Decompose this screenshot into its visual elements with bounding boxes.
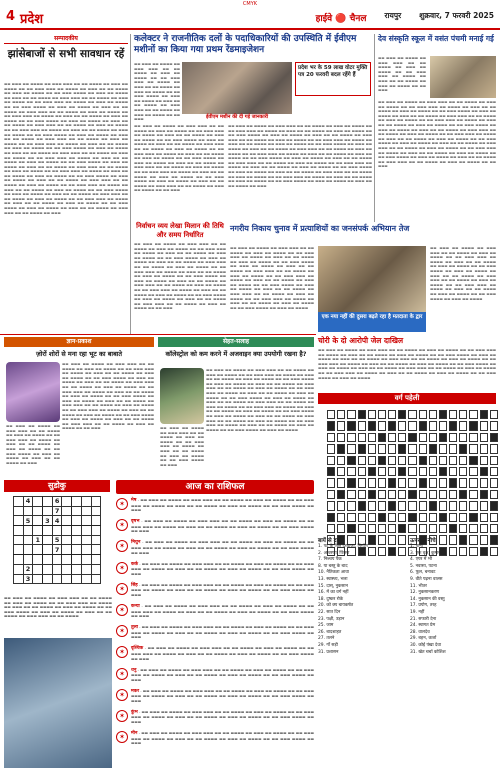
clue-item: 8. या बस्तु के बाद: [318, 563, 348, 569]
sudoku-cell: [14, 545, 24, 555]
sudoku-cell: [43, 564, 53, 574]
sudoku-cell: [62, 506, 72, 516]
rashi-item: [116, 562, 314, 580]
rashi-text: तुला - ▬▬ ▬▬▬ ▬▬ ▬▬▬▬ ▬▬ ▬▬▬ ▬▬▬ ▬▬ ▬▬ ▬▬▬▬ ▬▬ ▬▬▬ ▬▬ ▬▬▬▬ ▬▬ ▬▬ ▬▬▬ ▬▬▬ ▬▬ ▬▬▬▬ ▬▬ ▬▬▬ ▬▬ ▬▬ ▬▬▬▬ ▬▬ ▬▬▬ ▬▬ ▬▬▬▬ ▬▬ ▬▬ ▬▬▬ ▬▬▬▬ ▬▬ ▬▬▬: [131, 625, 314, 640]
lead-body-2: ▬▬ ▬▬▬ ▬▬ ▬▬▬▬ ▬▬ ▬▬▬ ▬▬▬ ▬▬ ▬▬ ▬▬▬▬ ▬▬ ▬▬▬ ▬▬ ▬▬▬▬ ▬▬ ▬▬ ▬▬▬ ▬▬▬ ▬▬ ▬▬▬▬ ▬▬ ▬▬▬ ▬▬ ▬▬ ▬▬▬▬ ▬▬ ▬▬▬ ▬▬ ▬▬▬▬ ▬▬ ▬▬ ▬▬▬ ▬▬▬▬ ▬▬ ▬▬▬ ▬▬ ▬▬▬▬ ▬▬ ▬▬▬ ▬▬ ▬▬ ▬▬▬▬ ▬▬ ▬▬▬ ▬▬▬ ▬▬ ▬▬ ▬▬▬▬ ▬▬ ▬▬▬ ▬▬ ▬▬▬▬ ▬▬ ▬▬ ▬▬▬ ▬▬▬ ▬▬ ▬▬▬▬ ▬▬ ▬▬▬ ▬▬ ▬▬ ▬▬▬▬ ▬▬ ▬▬▬ ▬▬ ▬▬▬▬ ▬▬ ▬▬ ▬▬▬ ▬▬▬▬ ▬▬ ▬▬▬ ▬▬ ▬▬▬▬ ▬▬ ▬▬▬ ▬▬ ▬▬ ▬▬▬▬ ▬▬ ▬▬▬ ▬▬▬ ▬▬ ▬▬ ▬▬▬▬ ▬▬ ▬▬▬ ▬▬ ▬▬▬▬ ▬▬ ▬▬ ▬▬▬ ▬▬▬ ▬▬ ▬▬▬▬ ▬▬ ▬▬▬ ▬▬ ▬▬ ▬▬▬▬ ▬▬ ▬▬▬ ▬▬ ▬▬▬▬ ▬▬ ▬▬ ▬▬▬ ▬▬▬▬ ▬▬ ▬▬▬ ▬▬ ▬▬▬▬ ▬▬ ▬▬▬ ▬▬ ▬▬ ▬▬▬▬ ▬▬ ▬▬▬ ▬▬▬ ▬▬ ▬▬ ▬▬▬▬ ▬▬ ▬▬▬ ▬▬ ▬▬▬▬ ▬▬ ▬▬ ▬▬▬: [134, 124, 224, 193]
masthead-city: रायपुर: [384, 11, 402, 20]
sudoku-cell: [23, 526, 33, 536]
health-body-1: ▬▬ ▬▬▬ ▬▬ ▬▬▬▬ ▬▬ ▬▬▬ ▬▬▬ ▬▬ ▬▬ ▬▬▬▬ ▬▬ ▬▬▬ ▬▬ ▬▬▬▬ ▬▬ ▬▬ ▬▬▬ ▬▬▬ ▬▬ ▬▬▬▬ ▬▬ ▬▬▬ ▬▬ ▬▬ ▬▬▬▬ ▬▬ ▬▬▬ ▬▬ ▬▬▬▬ ▬▬ ▬▬ ▬▬▬ ▬▬▬▬ ▬▬ ▬▬▬ ▬▬ ▬▬▬▬ ▬▬ ▬▬▬ ▬▬ ▬▬ ▬▬▬▬ ▬▬ ▬▬▬ ▬▬▬ ▬▬ ▬▬ ▬▬▬▬ ▬▬ ▬▬▬ ▬▬ ▬▬▬▬ ▬▬ ▬▬ ▬▬▬ ▬▬▬ ▬▬ ▬▬▬▬ ▬▬ ▬▬▬ ▬▬ ▬▬ ▬▬▬▬ ▬▬ ▬▬▬ ▬▬ ▬▬▬▬ ▬▬ ▬▬ ▬▬▬ ▬▬▬▬ ▬▬ ▬▬▬ ▬▬ ▬▬▬▬ ▬▬ ▬▬▬ ▬▬ ▬▬ ▬▬▬▬ ▬▬ ▬▬▬ ▬▬▬ ▬▬ ▬▬ ▬▬▬▬ ▬▬ ▬▬▬ ▬▬ ▬▬▬▬ ▬▬ ▬▬ ▬▬▬ ▬▬▬ ▬▬ ▬▬▬▬ ▬▬ ▬▬▬ ▬▬ ▬▬ ▬▬▬▬ ▬▬ ▬▬▬ ▬▬ ▬▬▬▬ ▬▬ ▬▬ ▬▬▬ ▬▬▬▬ ▬▬ ▬▬▬ ▬▬ ▬▬▬▬ ▬▬ ▬▬▬ ▬▬ ▬▬ ▬▬▬▬ ▬▬ ▬▬▬ ▬▬▬ ▬▬ ▬▬ ▬▬▬▬ ▬▬ ▬▬▬ ▬▬ ▬▬▬▬ ▬▬ ▬▬ ▬▬▬ ▬▬▬ ▬▬ ▬▬▬▬ ▬▬ ▬▬▬ ▬▬ ▬▬ ▬▬▬▬ ▬▬ ▬▬▬ ▬▬ ▬▬▬▬ ▬▬ ▬▬ ▬▬▬ ▬▬▬▬ ▬▬ ▬▬▬ ▬▬ ▬▬▬▬: [206, 368, 314, 432]
rashi-sign-name: मिथुन: [131, 540, 141, 546]
sudoku-cell: [23, 506, 33, 516]
sudoku-cell: [14, 526, 24, 536]
sudoku-cell: [62, 564, 72, 574]
rashi-sign-name: वृश्चिक: [131, 646, 144, 652]
editorial-body: ▬▬ ▬▬▬ ▬▬ ▬▬▬▬ ▬▬ ▬▬▬ ▬▬▬ ▬▬ ▬▬ ▬▬▬▬ ▬▬ ▬▬▬ ▬▬ ▬▬▬▬ ▬▬ ▬▬ ▬▬▬ ▬▬▬ ▬▬ ▬▬▬▬ ▬▬ ▬▬▬ ▬▬ ▬▬ ▬▬▬▬ ▬▬ ▬▬▬ ▬▬ ▬▬▬▬ ▬▬ ▬▬ ▬▬▬ ▬▬▬▬ ▬▬ ▬▬▬ ▬▬ ▬▬▬▬ ▬▬ ▬▬▬ ▬▬ ▬▬ ▬▬▬▬ ▬▬ ▬▬▬ ▬▬▬ ▬▬ ▬▬ ▬▬▬▬ ▬▬ ▬▬▬ ▬▬ ▬▬▬▬ ▬▬ ▬▬ ▬▬▬ ▬▬▬ ▬▬ ▬▬▬▬ ▬▬ ▬▬▬ ▬▬ ▬▬▬▬ ▬▬ ▬▬ ▬▬▬ ▬▬▬▬ ▬▬ ▬▬▬ ▬▬ ▬▬▬▬ ▬▬ ▬▬▬ ▬▬ ▬▬ ▬▬▬▬ ▬▬ ▬▬▬ ▬▬▬ ▬▬ ▬▬ ▬▬▬▬ ▬▬ ▬▬▬ ▬▬ ▬▬▬▬ ▬▬ ▬▬ ▬▬▬ ▬▬▬ ▬▬ ▬▬▬▬ ▬▬ ▬▬▬ ▬▬ ▬▬ ▬▬▬▬ ▬▬ ▬▬▬ ▬▬ ▬▬▬▬ ▬▬ ▬▬ ▬▬▬ ▬▬▬▬ ▬▬ ▬▬▬ ▬▬ ▬▬▬▬ ▬▬ ▬▬▬ ▬▬ ▬▬ ▬▬▬▬ ▬▬ ▬▬▬ ▬▬▬ ▬▬ ▬▬ ▬▬▬▬ ▬▬ ▬▬▬ ▬▬ ▬▬▬▬ ▬▬ ▬▬ ▬▬▬ ▬▬▬ ▬▬ ▬▬▬▬ ▬▬ ▬▬▬ ▬▬ ▬▬ ▬▬▬▬ ▬▬ ▬▬▬ ▬▬ ▬▬▬▬ ▬▬ ▬▬ ▬▬▬ ▬▬▬▬ ▬▬ ▬▬▬ ▬▬ ▬▬▬▬ ▬▬ ▬▬▬ ▬▬ ▬▬ ▬▬▬▬ ▬▬ ▬▬▬ ▬▬▬ ▬▬ ▬▬ ▬▬▬▬ ▬▬ ▬▬▬ ▬▬ ▬▬▬▬ ▬▬ ▬▬ ▬▬▬ ▬▬▬ ▬▬ ▬▬▬▬ ▬▬ ▬▬▬ ▬▬ ▬▬ ▬▬▬▬ ▬▬ ▬▬▬ ▬▬ ▬▬▬▬ ▬▬ ▬▬ ▬▬▬ ▬▬▬▬ ▬▬ ▬▬▬ ▬▬ ▬▬▬▬ ▬▬ ▬▬▬ ▬▬ ▬▬ ▬▬▬▬ ▬▬ ▬▬▬ ▬▬▬ ▬▬ ▬▬ ▬▬▬▬ ▬▬ ▬▬▬ ▬▬ ▬▬▬▬ ▬▬ ▬▬ ▬▬▬ ▬▬▬ ▬▬ ▬▬▬▬ ▬▬ ▬▬▬ ▬▬ ▬▬ ▬▬▬▬ ▬▬ ▬▬▬ ▬▬ ▬▬▬▬ ▬▬ ▬▬ ▬▬▬ ▬▬▬▬ ▬▬ ▬▬▬ ▬▬ ▬▬▬▬ ▬▬ ▬▬▬ ▬▬ ▬▬ ▬▬▬▬ ▬▬ ▬▬▬ ▬▬▬ ▬▬ ▬▬ ▬▬▬▬ ▬▬ ▬▬▬ ▬▬ ▬▬▬▬ ▬▬ ▬▬ ▬▬▬ ▬▬▬ ▬▬ ▬▬▬▬ ▬▬ ▬▬▬ ▬▬ ▬▬ ▬▬▬▬ ▬▬ ▬▬▬ ▬▬ ▬▬▬▬ ▬▬ ▬▬ ▬▬▬ ▬▬▬▬ ▬▬ ▬▬▬ ▬▬ ▬▬▬▬ ▬▬ ▬▬▬ ▬▬ ▬▬ ▬▬▬▬ ▬▬ ▬▬▬ ▬▬▬ ▬▬ ▬▬ ▬▬▬▬ ▬▬ ▬▬▬ ▬▬ ▬▬▬▬ ▬▬ ▬▬ ▬▬▬ ▬▬▬ ▬▬ ▬▬▬▬ ▬▬ ▬▬▬ ▬▬ ▬▬ ▬▬▬▬ ▬▬ ▬▬▬ ▬▬ ▬▬▬▬ ▬▬ ▬▬ ▬▬▬ ▬▬▬▬ ▬▬ ▬▬▬ ▬▬ ▬▬▬▬ ▬▬ ▬▬▬ ▬▬ ▬▬ ▬▬▬▬ ▬▬ ▬▬▬ ▬▬▬ ▬▬ ▬▬ ▬▬▬▬ ▬▬ ▬▬▬ ▬▬ ▬▬▬▬ ▬▬ ▬▬ ▬▬▬ ▬▬▬ ▬▬ ▬▬▬▬ ▬▬ ▬▬▬ ▬▬ ▬▬ ▬▬▬▬ ▬▬ ▬▬▬ ▬▬ ▬▬▬▬ ▬▬ ▬▬ ▬▬▬ ▬▬▬▬ ▬▬ ▬▬▬ ▬▬ ▬▬▬▬ ▬▬ ▬▬▬ ▬▬ ▬▬ ▬▬▬▬ ▬▬ ▬▬▬ ▬▬▬ ▬▬ ▬▬ ▬▬▬▬ ▬▬ ▬▬▬: [4, 82, 128, 215]
across-clues: [318, 544, 406, 656]
sudoku-cell: [33, 545, 43, 555]
school-photo: [430, 56, 496, 98]
clue-item: 11. भीतर: [410, 583, 427, 589]
lead-photo: [182, 62, 292, 120]
clue-item: 3. एक वृक्ष, कुमार: [410, 550, 441, 556]
newspaper-brand: हाईवे 🔴 चैनल: [315, 14, 367, 24]
sudoku-cell: [91, 526, 101, 536]
zodiac-icon: ✶: [116, 625, 128, 637]
sudoku-cell: [62, 574, 72, 584]
sudoku-instructions: ▬▬ ▬▬▬ ▬▬ ▬▬▬▬ ▬▬ ▬▬▬ ▬▬▬ ▬▬ ▬▬ ▬▬▬▬ ▬▬ ▬▬▬ ▬▬ ▬▬▬▬ ▬▬ ▬▬ ▬▬▬ ▬▬▬ ▬▬ ▬▬▬▬ ▬▬ ▬▬▬ ▬▬ ▬▬ ▬▬▬▬ ▬▬ ▬▬▬ ▬▬ ▬▬▬▬ ▬▬ ▬▬ ▬▬▬ ▬▬▬▬ ▬▬ ▬▬▬ ▬▬ ▬▬▬▬ ▬▬ ▬▬▬ ▬▬ ▬▬ ▬▬▬▬ ▬▬ ▬▬▬ ▬▬▬ ▬▬ ▬▬ ▬▬▬▬: [4, 596, 112, 619]
editorial-label: सम्पादकीय: [54, 35, 78, 42]
school-headline: देव संस्कृति स्कूल में वसंत पंचमी मनाई गई: [378, 34, 494, 43]
rashi-sign-name: कर्क: [131, 561, 139, 567]
zodiac-icon: ✶: [116, 498, 128, 510]
rashi-text: मीन - ▬▬ ▬▬▬ ▬▬ ▬▬▬▬ ▬▬ ▬▬▬ ▬▬▬ ▬▬ ▬▬ ▬▬▬▬ ▬▬ ▬▬▬ ▬▬ ▬▬▬▬ ▬▬ ▬▬ ▬▬▬ ▬▬▬ ▬▬ ▬▬▬▬ ▬▬ ▬▬▬ ▬▬ ▬▬ ▬▬▬▬ ▬▬ ▬▬▬ ▬▬ ▬▬▬▬ ▬▬ ▬▬ ▬▬▬ ▬▬▬▬ ▬▬ ▬▬▬: [131, 731, 314, 746]
clue-item: 15. दास्, नुकसान: [318, 583, 348, 589]
clue-item: 9. वीते पढ़ना वालस: [410, 576, 443, 582]
clue-item: 29. बहन, कर्जा: [410, 636, 437, 642]
sudoku-cell: [91, 497, 101, 507]
zodiac-icon: ✶: [116, 562, 128, 574]
sudoku-cell: [81, 545, 91, 555]
rashi-item: [116, 668, 314, 686]
sudoku-cell: 3: [23, 574, 33, 584]
rashi-sign-name: मकर: [131, 688, 140, 694]
school-body-1: ▬▬ ▬▬▬ ▬▬ ▬▬▬▬ ▬▬ ▬▬▬ ▬▬▬ ▬▬ ▬▬ ▬▬▬▬ ▬▬ ▬▬▬ ▬▬ ▬▬▬▬ ▬▬ ▬▬ ▬▬▬ ▬▬▬ ▬▬ ▬▬▬▬ ▬▬ ▬▬▬ ▬▬ ▬▬ ▬▬▬▬ ▬▬ ▬▬▬ ▬▬ ▬▬▬▬ ▬▬ ▬▬ ▬▬▬: [378, 56, 426, 93]
sudoku-cell: [62, 545, 72, 555]
clue-item: 5. नवासा, पटना: [410, 563, 437, 569]
sudoku-cell: [43, 526, 53, 536]
astro-body-2: ▬▬ ▬▬▬ ▬▬ ▬▬▬▬ ▬▬ ▬▬▬ ▬▬▬ ▬▬ ▬▬ ▬▬▬▬ ▬▬ ▬▬▬ ▬▬ ▬▬▬▬ ▬▬ ▬▬ ▬▬▬ ▬▬▬ ▬▬ ▬▬▬▬ ▬▬ ▬▬▬ ▬▬ ▬▬ ▬▬▬▬ ▬▬ ▬▬▬ ▬▬ ▬▬▬▬ ▬▬ ▬▬ ▬▬▬ ▬▬▬▬ ▬▬ ▬▬▬ ▬▬ ▬▬▬▬ ▬▬ ▬▬▬ ▬▬ ▬▬ ▬▬▬▬ ▬▬ ▬▬▬: [6, 424, 60, 465]
sudoku-cell: [43, 506, 53, 516]
sudoku-cell: [72, 574, 82, 584]
clue-item: 1. पानी: [410, 544, 423, 549]
rashi-item: [116, 710, 314, 728]
sudoku-cell: 7: [52, 506, 62, 516]
rashi-sign-name: कुंभ: [131, 709, 138, 715]
sudoku-cell: [14, 564, 24, 574]
across-title: बायें से दायें: [318, 538, 342, 544]
school-body-2: ▬▬ ▬▬▬ ▬▬ ▬▬▬▬ ▬▬ ▬▬▬ ▬▬▬ ▬▬ ▬▬ ▬▬▬▬ ▬▬ ▬▬▬ ▬▬ ▬▬▬▬ ▬▬ ▬▬ ▬▬▬ ▬▬▬ ▬▬ ▬▬▬▬ ▬▬ ▬▬▬ ▬▬ ▬▬ ▬▬▬▬ ▬▬ ▬▬▬ ▬▬ ▬▬▬▬ ▬▬ ▬▬ ▬▬▬ ▬▬▬▬ ▬▬ ▬▬▬ ▬▬ ▬▬▬▬ ▬▬ ▬▬▬ ▬▬ ▬▬ ▬▬▬▬ ▬▬ ▬▬▬ ▬▬▬ ▬▬ ▬▬ ▬▬▬▬ ▬▬ ▬▬▬ ▬▬ ▬▬▬▬ ▬▬ ▬▬ ▬▬▬ ▬▬▬ ▬▬ ▬▬▬▬ ▬▬ ▬▬▬ ▬▬ ▬▬ ▬▬▬▬ ▬▬ ▬▬▬ ▬▬ ▬▬▬▬ ▬▬ ▬▬ ▬▬▬ ▬▬▬▬ ▬▬ ▬▬▬ ▬▬ ▬▬▬▬ ▬▬ ▬▬▬ ▬▬ ▬▬ ▬▬▬▬ ▬▬ ▬▬▬ ▬▬▬ ▬▬ ▬▬ ▬▬▬▬ ▬▬ ▬▬▬ ▬▬ ▬▬▬▬ ▬▬ ▬▬ ▬▬▬ ▬▬▬ ▬▬ ▬▬▬▬ ▬▬ ▬▬▬ ▬▬ ▬▬ ▬▬▬▬ ▬▬ ▬▬▬ ▬▬ ▬▬▬▬ ▬▬ ▬▬ ▬▬▬ ▬▬▬▬ ▬▬ ▬▬▬ ▬▬ ▬▬▬▬ ▬▬ ▬▬▬ ▬▬ ▬▬ ▬▬▬▬ ▬▬ ▬▬▬ ▬▬▬ ▬▬ ▬▬ ▬▬▬▬ ▬▬ ▬▬▬ ▬▬ ▬▬▬▬ ▬▬ ▬▬ ▬▬▬ ▬▬▬ ▬▬ ▬▬▬▬ ▬▬ ▬▬▬ ▬▬ ▬▬ ▬▬▬▬ ▬▬ ▬▬▬ ▬▬ ▬▬▬▬ ▬▬ ▬▬ ▬▬▬ ▬▬▬▬ ▬▬ ▬▬▬ ▬▬ ▬▬▬▬ ▬▬ ▬▬▬ ▬▬ ▬▬ ▬▬▬▬ ▬▬ ▬▬▬ ▬▬▬ ▬▬ ▬▬ ▬▬▬▬ ▬▬ ▬▬▬ ▬▬ ▬▬▬▬ ▬▬ ▬▬ ▬▬▬: [378, 100, 496, 169]
clue-item: 7. निश्चय पैक: [318, 557, 342, 563]
sudoku-cell: 7: [52, 545, 62, 555]
mid-rule: [0, 334, 316, 335]
sudoku-cell: [14, 574, 24, 584]
sudoku-cell: [81, 516, 91, 526]
sudoku-cell: [52, 526, 62, 536]
page-number: 4: [6, 9, 16, 24]
lead-sidebox: प्रदेश भर के 59 लाख वोटर मुक्ति पत्र 20 फरवरी बदल रहेंगे हैं: [295, 62, 371, 96]
rashi-sign-name: मीन: [131, 731, 138, 737]
rashi-sign-name: तुला: [131, 625, 138, 631]
astro-photo: [6, 362, 60, 422]
rashifal-title: आज का राशिफल: [116, 480, 314, 494]
rashi-text: कुंभ - ▬▬ ▬▬▬ ▬▬ ▬▬▬▬ ▬▬ ▬▬▬ ▬▬▬ ▬▬ ▬▬ ▬▬▬▬ ▬▬ ▬▬▬ ▬▬ ▬▬▬▬ ▬▬ ▬▬ ▬▬▬ ▬▬▬ ▬▬ ▬▬▬▬ ▬▬ ▬▬▬ ▬▬ ▬▬ ▬▬▬▬ ▬▬ ▬▬▬ ▬▬ ▬▬▬▬ ▬▬ ▬▬ ▬▬▬ ▬▬▬▬ ▬▬ ▬▬▬: [131, 709, 314, 725]
top-color-bar: CMYK: [242, 1, 258, 7]
sudoku-cell: [72, 506, 82, 516]
sudoku-grid: [13, 496, 101, 584]
sudoku-cell: [14, 506, 24, 516]
sudoku-cell: [81, 526, 91, 536]
health-photo: [160, 368, 204, 424]
sudoku-cell: [23, 535, 33, 545]
rashi-item: [116, 625, 314, 643]
sudoku-cell: [91, 535, 101, 545]
mid-body: ▬▬ ▬▬▬ ▬▬ ▬▬▬▬ ▬▬ ▬▬▬ ▬▬▬ ▬▬ ▬▬ ▬▬▬▬ ▬▬ ▬▬▬ ▬▬ ▬▬▬▬ ▬▬ ▬▬ ▬▬▬ ▬▬▬ ▬▬ ▬▬▬▬ ▬▬ ▬▬▬ ▬▬ ▬▬ ▬▬▬▬ ▬▬ ▬▬▬ ▬▬ ▬▬▬▬ ▬▬ ▬▬ ▬▬▬ ▬▬▬▬ ▬▬ ▬▬▬ ▬▬ ▬▬▬▬ ▬▬ ▬▬▬ ▬▬ ▬▬ ▬▬▬▬ ▬▬ ▬▬▬ ▬▬▬ ▬▬ ▬▬ ▬▬▬▬ ▬▬ ▬▬▬ ▬▬ ▬▬▬▬ ▬▬ ▬▬ ▬▬▬ ▬▬▬ ▬▬ ▬▬▬▬ ▬▬ ▬▬▬ ▬▬ ▬▬ ▬▬▬▬ ▬▬ ▬▬▬ ▬▬ ▬▬▬▬ ▬▬ ▬▬ ▬▬▬ ▬▬▬▬ ▬▬ ▬▬▬ ▬▬ ▬▬▬▬ ▬▬ ▬▬▬ ▬▬ ▬▬ ▬▬▬▬ ▬▬ ▬▬▬ ▬▬▬ ▬▬ ▬▬ ▬▬▬▬ ▬▬ ▬▬▬ ▬▬ ▬▬▬▬ ▬▬ ▬▬ ▬▬▬ ▬▬▬ ▬▬ ▬▬▬▬ ▬▬ ▬▬▬ ▬▬ ▬▬ ▬▬▬▬ ▬▬ ▬▬▬ ▬▬ ▬▬▬▬ ▬▬ ▬▬ ▬▬▬ ▬▬▬▬ ▬▬ ▬▬▬ ▬▬ ▬▬▬▬ ▬▬ ▬▬▬ ▬▬ ▬▬ ▬▬▬▬ ▬▬ ▬▬▬ ▬▬▬ ▬▬ ▬▬ ▬▬▬▬ ▬▬ ▬▬▬ ▬▬ ▬▬▬▬ ▬▬ ▬▬ ▬▬▬: [134, 242, 226, 311]
nagar-photo: [318, 246, 426, 316]
clue-item: 25. जाम: [318, 623, 334, 629]
sudoku-cell: [14, 497, 24, 507]
lead-photo-caption: ईवीएम मशीन की दी गई जानकारी: [182, 114, 292, 122]
sudoku-cell: [62, 555, 72, 565]
sudoku-cell: [33, 516, 43, 526]
zodiac-icon: ✶: [116, 604, 128, 616]
rashi-item: [116, 604, 314, 622]
sudoku-cell: 4: [23, 497, 33, 507]
down-title: ऊपर से नीचे: [410, 538, 436, 544]
zodiac-icon: ✶: [116, 731, 128, 743]
sudoku-cell: [43, 555, 53, 565]
sudoku-cell: [33, 497, 43, 507]
clue-item: 22. सात दिन: [318, 609, 341, 615]
sudoku-cell: [91, 574, 101, 584]
sudoku-cell: [43, 574, 53, 584]
rashi-text: धनु - ▬▬ ▬▬▬ ▬▬ ▬▬▬▬ ▬▬ ▬▬▬ ▬▬▬ ▬▬ ▬▬ ▬▬▬▬ ▬▬ ▬▬▬ ▬▬ ▬▬▬▬ ▬▬ ▬▬ ▬▬▬ ▬▬▬ ▬▬ ▬▬▬▬ ▬▬ ▬▬▬ ▬▬ ▬▬ ▬▬▬▬ ▬▬ ▬▬▬ ▬▬ ▬▬▬▬ ▬▬ ▬▬ ▬▬▬ ▬▬▬▬ ▬▬ ▬▬▬: [131, 667, 314, 682]
clue-item: 31. खेत चर्चा कोशिश: [410, 649, 446, 655]
astro-title: ज़ोरों शोरों से मना रहा भूट का बाबाते: [35, 350, 123, 358]
editorial-title: झांसेबाजों से सभी सावधान रहें: [7, 48, 125, 60]
sudoku-cell: [33, 506, 43, 516]
clue-item: 27. तलने: [318, 636, 335, 642]
sudoku-ad-photo: [4, 638, 112, 768]
sudoku-cell: [81, 564, 91, 574]
sudoku-cell: [91, 516, 101, 526]
clue-item: 21. सफारी देना: [410, 616, 437, 622]
sudoku-cell: [33, 564, 43, 574]
sudoku-cell: 1: [33, 535, 43, 545]
sudoku-cell: 5: [52, 535, 62, 545]
health-body-2: ▬▬ ▬▬▬ ▬▬ ▬▬▬▬ ▬▬ ▬▬▬ ▬▬▬ ▬▬ ▬▬ ▬▬▬▬ ▬▬ ▬▬▬ ▬▬ ▬▬▬▬ ▬▬ ▬▬ ▬▬▬ ▬▬▬ ▬▬ ▬▬▬▬ ▬▬ ▬▬▬ ▬▬ ▬▬ ▬▬▬▬ ▬▬ ▬▬▬ ▬▬ ▬▬▬▬ ▬▬ ▬▬ ▬▬▬ ▬▬▬▬ ▬▬ ▬▬▬: [160, 426, 204, 467]
rashi-text: सिंह - ▬▬ ▬▬▬ ▬▬ ▬▬▬▬ ▬▬ ▬▬▬ ▬▬▬ ▬▬ ▬▬ ▬▬▬▬ ▬▬ ▬▬▬ ▬▬ ▬▬▬▬ ▬▬ ▬▬ ▬▬▬ ▬▬▬ ▬▬ ▬▬▬▬ ▬▬ ▬▬▬ ▬▬ ▬▬ ▬▬▬▬ ▬▬ ▬▬▬ ▬▬ ▬▬▬▬ ▬▬ ▬▬ ▬▬▬ ▬▬▬▬ ▬▬ ▬▬▬: [131, 582, 314, 597]
sudoku-cell: [91, 545, 101, 555]
clue-item: 28. वालदेव: [410, 629, 430, 635]
sudoku-cell: [72, 516, 82, 526]
theft-body: ▬▬ ▬▬▬ ▬▬ ▬▬▬▬ ▬▬ ▬▬▬ ▬▬▬ ▬▬ ▬▬ ▬▬▬▬ ▬▬ ▬▬▬ ▬▬ ▬▬▬▬ ▬▬ ▬▬ ▬▬▬ ▬▬▬ ▬▬ ▬▬▬▬ ▬▬ ▬▬▬ ▬▬ ▬▬ ▬▬▬▬ ▬▬ ▬▬▬ ▬▬ ▬▬▬▬ ▬▬ ▬▬ ▬▬▬ ▬▬▬▬ ▬▬ ▬▬▬ ▬▬ ▬▬▬▬ ▬▬ ▬▬▬ ▬▬ ▬▬ ▬▬▬▬ ▬▬ ▬▬▬ ▬▬▬ ▬▬ ▬▬ ▬▬▬▬ ▬▬ ▬▬▬ ▬▬ ▬▬▬▬ ▬▬ ▬▬ ▬▬▬ ▬▬▬ ▬▬ ▬▬▬▬ ▬▬ ▬▬▬ ▬▬ ▬▬ ▬▬▬▬ ▬▬ ▬▬▬ ▬▬ ▬▬▬▬ ▬▬ ▬▬ ▬▬▬ ▬▬▬▬ ▬▬ ▬▬▬ ▬▬ ▬▬▬▬ ▬▬ ▬▬▬ ▬▬ ▬▬ ▬▬▬▬ ▬▬ ▬▬▬ ▬▬▬ ▬▬ ▬▬ ▬▬▬▬ ▬▬ ▬▬▬ ▬▬ ▬▬▬▬ ▬▬ ▬▬ ▬▬▬ ▬▬▬ ▬▬ ▬▬▬▬ ▬▬ ▬▬▬ ▬▬ ▬▬ ▬▬▬▬ ▬▬ ▬▬▬ ▬▬ ▬▬▬▬ ▬▬ ▬▬ ▬▬▬ ▬▬▬▬ ▬▬ ▬▬▬ ▬▬ ▬▬▬▬: [318, 348, 496, 380]
rashi-item: [116, 540, 314, 558]
clue-item: 4. एयर में भी: [410, 557, 432, 563]
rashifal-list: [116, 498, 314, 752]
rashi-item: [116, 731, 314, 749]
lead-body-1: ▬▬ ▬▬▬ ▬▬ ▬▬▬▬ ▬▬ ▬▬▬ ▬▬▬ ▬▬ ▬▬ ▬▬▬▬ ▬▬ ▬▬▬ ▬▬ ▬▬▬▬ ▬▬ ▬▬ ▬▬▬ ▬▬▬ ▬▬ ▬▬▬▬ ▬▬ ▬▬▬ ▬▬ ▬▬ ▬▬▬▬ ▬▬ ▬▬▬ ▬▬ ▬▬▬▬ ▬▬ ▬▬ ▬▬▬ ▬▬▬▬ ▬▬ ▬▬▬ ▬▬ ▬▬▬▬ ▬▬ ▬▬▬ ▬▬ ▬▬ ▬▬▬▬ ▬▬ ▬▬▬ ▬▬▬ ▬▬ ▬▬ ▬▬▬▬ ▬▬ ▬▬▬ ▬▬ ▬▬▬▬ ▬▬ ▬▬ ▬▬▬: [134, 62, 180, 122]
zodiac-icon: ✶: [116, 710, 128, 722]
sudoku-cell: [72, 497, 82, 507]
rashi-text: मेष - ▬▬ ▬▬▬ ▬▬ ▬▬▬▬ ▬▬ ▬▬▬ ▬▬▬ ▬▬ ▬▬ ▬▬▬▬ ▬▬ ▬▬▬ ▬▬ ▬▬▬▬ ▬▬ ▬▬ ▬▬▬ ▬▬▬ ▬▬ ▬▬▬▬ ▬▬ ▬▬▬ ▬▬ ▬▬ ▬▬▬▬ ▬▬ ▬▬▬ ▬▬ ▬▬▬▬ ▬▬ ▬▬ ▬▬▬ ▬▬▬▬ ▬▬ ▬▬▬: [131, 498, 314, 513]
sudoku-cell: [91, 564, 101, 574]
rashi-item: [116, 498, 314, 516]
section-title: प्रदेश: [20, 12, 44, 27]
rashi-text: कर्क - ▬▬ ▬▬▬ ▬▬ ▬▬▬▬ ▬▬ ▬▬▬ ▬▬▬ ▬▬ ▬▬ ▬▬▬▬ ▬▬ ▬▬▬ ▬▬ ▬▬▬▬ ▬▬ ▬▬ ▬▬▬ ▬▬▬ ▬▬ ▬▬▬▬ ▬▬ ▬▬▬ ▬▬ ▬▬ ▬▬▬▬ ▬▬ ▬▬▬ ▬▬ ▬▬▬▬ ▬▬ ▬▬ ▬▬▬ ▬▬▬▬ ▬▬ ▬▬▬: [131, 561, 314, 576]
rashi-text: कन्या - ▬▬ ▬▬▬ ▬▬ ▬▬▬▬ ▬▬ ▬▬▬ ▬▬▬ ▬▬ ▬▬ ▬▬▬▬ ▬▬ ▬▬▬ ▬▬ ▬▬▬▬ ▬▬ ▬▬ ▬▬▬ ▬▬▬ ▬▬ ▬▬▬▬ ▬▬ ▬▬▬ ▬▬ ▬▬ ▬▬▬▬ ▬▬ ▬▬▬ ▬▬ ▬▬▬▬ ▬▬ ▬▬ ▬▬▬ ▬▬▬▬ ▬▬ ▬▬▬: [131, 603, 314, 619]
sudoku-title: सुडोकु: [4, 480, 110, 492]
sudoku-cell: [14, 516, 24, 526]
zodiac-icon: ✶: [116, 540, 128, 552]
clue-item: 18. दुष्कर रोके: [318, 596, 344, 602]
lead-headline: कलेक्टर ने राजनीतिक दलों के पदाधिकारियों की उपस्थिति में ईवीएम मशीनों का किया गया प्रथम रेंडमाइजेशन: [134, 34, 357, 55]
rashi-sign-name: धनु: [131, 667, 137, 673]
clue-item: 20. को क्य बायकर्षत: [318, 603, 354, 609]
clue-item: 26. बादशाहत: [318, 629, 342, 635]
clue-item: 13. स्वास्थ्य, भला: [318, 576, 348, 582]
sudoku-cell: [62, 526, 72, 536]
sudoku-cell: [52, 574, 62, 584]
word-grid-title: वर्ग पहेली: [318, 393, 496, 404]
rashi-item: [116, 583, 314, 601]
sudoku-cell: [81, 506, 91, 516]
clue-item: 1. पट के पिछे दरवाज़ा, निर्माण: [318, 544, 368, 549]
rashi-sign-name: कन्या: [131, 603, 140, 609]
astro-label: ज्ञान-प्रकाश: [4, 337, 154, 347]
sudoku-cell: [72, 526, 82, 536]
sudoku-cell: [14, 535, 24, 545]
mid-headline: निर्वाचन व्यय लेखा मिलान की तिथि और समय निर्धारित: [136, 222, 224, 239]
nagar-headline: नगरीय निकाय चुनाव में प्रत्याशियों का जनसंपर्क अभियान तेज: [230, 224, 410, 233]
sudoku-cell: [81, 555, 91, 565]
sudoku-cell: [14, 555, 24, 565]
theft-headline: चोरी के दो आरोपी जेल दाखिल: [318, 336, 404, 345]
sudoku-cell: [91, 506, 101, 516]
clue-item: 10. नैतिकता आवा: [318, 570, 349, 576]
zodiac-icon: ✶: [116, 519, 128, 531]
down-clues: [410, 544, 498, 656]
clue-item: 12. नुकसानकरण: [410, 590, 440, 596]
lead-body-3: ▬▬ ▬▬▬ ▬▬ ▬▬▬▬ ▬▬ ▬▬▬ ▬▬▬ ▬▬ ▬▬ ▬▬▬▬ ▬▬ ▬▬▬ ▬▬ ▬▬▬▬ ▬▬ ▬▬ ▬▬▬ ▬▬▬ ▬▬ ▬▬▬▬ ▬▬ ▬▬▬ ▬▬ ▬▬ ▬▬▬▬ ▬▬ ▬▬▬ ▬▬ ▬▬▬▬ ▬▬ ▬▬ ▬▬▬ ▬▬▬▬ ▬▬ ▬▬▬ ▬▬ ▬▬▬▬ ▬▬ ▬▬▬ ▬▬ ▬▬ ▬▬▬▬ ▬▬ ▬▬▬ ▬▬▬ ▬▬ ▬▬ ▬▬▬▬ ▬▬ ▬▬▬ ▬▬ ▬▬▬▬ ▬▬ ▬▬ ▬▬▬ ▬▬▬ ▬▬ ▬▬▬▬ ▬▬ ▬▬▬ ▬▬ ▬▬ ▬▬▬▬ ▬▬ ▬▬▬ ▬▬ ▬▬▬▬ ▬▬ ▬▬ ▬▬▬ ▬▬▬▬ ▬▬ ▬▬▬ ▬▬ ▬▬▬▬ ▬▬ ▬▬▬ ▬▬ ▬▬ ▬▬▬▬ ▬▬ ▬▬▬ ▬▬▬ ▬▬ ▬▬ ▬▬▬▬ ▬▬ ▬▬▬ ▬▬ ▬▬▬▬ ▬▬ ▬▬ ▬▬▬ ▬▬▬ ▬▬ ▬▬▬▬ ▬▬ ▬▬▬ ▬▬ ▬▬ ▬▬▬▬ ▬▬ ▬▬▬ ▬▬ ▬▬▬▬ ▬▬ ▬▬ ▬▬▬ ▬▬▬▬ ▬▬ ▬▬▬ ▬▬ ▬▬▬▬ ▬▬ ▬▬▬ ▬▬ ▬▬ ▬▬▬▬ ▬▬ ▬▬▬ ▬▬▬ ▬▬ ▬▬ ▬▬▬▬ ▬▬ ▬▬▬ ▬▬ ▬▬▬▬ ▬▬ ▬▬ ▬▬▬ ▬▬▬ ▬▬ ▬▬▬▬ ▬▬ ▬▬▬ ▬▬ ▬▬ ▬▬▬▬ ▬▬ ▬▬▬ ▬▬ ▬▬▬▬ ▬▬ ▬▬ ▬▬▬ ▬▬▬▬ ▬▬ ▬▬▬ ▬▬ ▬▬▬▬ ▬▬ ▬▬▬ ▬▬ ▬▬ ▬▬▬▬ ▬▬ ▬▬▬ ▬▬▬ ▬▬ ▬▬ ▬▬▬▬ ▬▬ ▬▬▬ ▬▬ ▬▬▬▬ ▬▬ ▬▬ ▬▬▬ ▬▬▬ ▬▬ ▬▬▬▬ ▬▬ ▬▬▬ ▬▬ ▬▬ ▬▬▬▬ ▬▬ ▬▬▬ ▬▬ ▬▬▬▬ ▬▬ ▬▬ ▬▬▬ ▬▬▬▬ ▬▬ ▬▬▬ ▬▬ ▬▬▬▬ ▬▬ ▬▬▬ ▬▬ ▬▬ ▬▬▬▬ ▬▬ ▬▬▬: [228, 124, 372, 188]
sudoku-cell: [62, 497, 72, 507]
sudoku-cell: [33, 555, 43, 565]
astro-body-1: ▬▬ ▬▬▬ ▬▬ ▬▬▬▬ ▬▬ ▬▬▬ ▬▬▬ ▬▬ ▬▬ ▬▬▬▬ ▬▬ ▬▬▬ ▬▬ ▬▬▬▬ ▬▬ ▬▬ ▬▬▬ ▬▬▬ ▬▬ ▬▬▬▬ ▬▬ ▬▬▬ ▬▬ ▬▬ ▬▬▬▬ ▬▬ ▬▬▬ ▬▬ ▬▬▬▬ ▬▬ ▬▬ ▬▬▬ ▬▬▬▬ ▬▬ ▬▬▬ ▬▬ ▬▬▬▬ ▬▬ ▬▬▬ ▬▬ ▬▬ ▬▬▬▬ ▬▬ ▬▬▬ ▬▬▬ ▬▬ ▬▬ ▬▬▬▬ ▬▬ ▬▬▬ ▬▬ ▬▬▬▬ ▬▬ ▬▬ ▬▬▬ ▬▬▬ ▬▬ ▬▬▬▬ ▬▬ ▬▬▬ ▬▬ ▬▬ ▬▬▬▬ ▬▬ ▬▬▬ ▬▬ ▬▬▬▬ ▬▬ ▬▬ ▬▬▬ ▬▬▬▬ ▬▬ ▬▬▬ ▬▬ ▬▬▬▬ ▬▬ ▬▬▬ ▬▬ ▬▬ ▬▬▬▬ ▬▬ ▬▬▬ ▬▬▬ ▬▬ ▬▬ ▬▬▬▬ ▬▬ ▬▬▬ ▬▬ ▬▬▬▬ ▬▬ ▬▬ ▬▬▬ ▬▬▬ ▬▬ ▬▬▬▬ ▬▬ ▬▬▬ ▬▬ ▬▬ ▬▬▬▬ ▬▬ ▬▬▬ ▬▬ ▬▬▬▬ ▬▬ ▬▬ ▬▬▬ ▬▬▬▬ ▬▬ ▬▬▬ ▬▬ ▬▬▬▬ ▬▬ ▬▬▬ ▬▬ ▬▬ ▬▬▬▬ ▬▬ ▬▬▬ ▬▬▬ ▬▬ ▬▬ ▬▬▬▬ ▬▬ ▬▬▬ ▬▬ ▬▬▬▬ ▬▬ ▬▬ ▬▬▬: [62, 362, 154, 431]
clue-item: 29. गाँ सड़ी: [318, 642, 338, 648]
clue-item: 19. नहीं: [410, 609, 425, 615]
sudoku-cell: 3: [43, 516, 53, 526]
clue-item: 14. नुकसान की वस्तु: [410, 596, 445, 602]
rashi-item: [116, 519, 314, 537]
clue-item: 31. प्रशासन: [318, 649, 339, 655]
rashi-sign-name: वृषभ: [131, 519, 140, 525]
sudoku-cell: 4: [52, 516, 62, 526]
sudoku-cell: [72, 564, 82, 574]
clue-item: 30. कोई पंखा देवा: [410, 642, 441, 648]
clue-item: 24. स्वागत प्रेम: [410, 623, 436, 629]
clue-item: 23. पक्षी, उड़ान: [318, 616, 345, 622]
sudoku-cell: [43, 535, 53, 545]
rashi-text: वृश्चिक - ▬▬ ▬▬▬ ▬▬ ▬▬▬▬ ▬▬ ▬▬▬ ▬▬▬ ▬▬ ▬▬ ▬▬▬▬ ▬▬ ▬▬▬ ▬▬ ▬▬▬▬ ▬▬ ▬▬ ▬▬▬ ▬▬▬ ▬▬ ▬▬▬▬ ▬▬ ▬▬▬ ▬▬ ▬▬ ▬▬▬▬ ▬▬ ▬▬▬ ▬▬ ▬▬▬▬ ▬▬ ▬▬ ▬▬▬ ▬▬▬▬ ▬▬ ▬▬▬: [131, 646, 314, 661]
rashi-text: मकर - ▬▬ ▬▬▬ ▬▬ ▬▬▬▬ ▬▬ ▬▬▬ ▬▬▬ ▬▬ ▬▬ ▬▬▬▬ ▬▬ ▬▬▬ ▬▬ ▬▬▬▬ ▬▬ ▬▬ ▬▬▬ ▬▬▬ ▬▬ ▬▬▬▬ ▬▬ ▬▬▬ ▬▬ ▬▬ ▬▬▬▬ ▬▬ ▬▬▬ ▬▬ ▬▬▬▬ ▬▬ ▬▬ ▬▬▬ ▬▬▬▬ ▬▬ ▬▬▬: [131, 688, 314, 703]
sudoku-cell: [72, 555, 82, 565]
sudoku-cell: [43, 497, 53, 507]
rashi-text: मिथुन - ▬▬ ▬▬▬ ▬▬ ▬▬▬▬ ▬▬ ▬▬▬ ▬▬▬ ▬▬ ▬▬ ▬▬▬▬ ▬▬ ▬▬▬ ▬▬ ▬▬▬▬ ▬▬ ▬▬ ▬▬▬ ▬▬▬ ▬▬ ▬▬▬▬ ▬▬ ▬▬▬ ▬▬ ▬▬ ▬▬▬▬ ▬▬ ▬▬▬ ▬▬ ▬▬▬▬ ▬▬ ▬▬ ▬▬▬ ▬▬▬▬ ▬▬ ▬▬▬: [131, 540, 314, 555]
rashi-item: [116, 646, 314, 664]
rashi-sign-name: सिंह: [131, 582, 138, 588]
sudoku-cell: [62, 516, 72, 526]
zodiac-icon: ✶: [116, 689, 128, 701]
clue-item: 16. में का वर्ग नहीं: [318, 590, 349, 596]
sudoku-cell: 5: [23, 516, 33, 526]
sudoku-cell: [91, 555, 101, 565]
sudoku-cell: 2: [23, 564, 33, 574]
rashi-text: वृषभ - ▬▬ ▬▬▬ ▬▬ ▬▬▬▬ ▬▬ ▬▬▬ ▬▬▬ ▬▬ ▬▬ ▬▬▬▬ ▬▬ ▬▬▬ ▬▬ ▬▬▬▬ ▬▬ ▬▬ ▬▬▬ ▬▬▬ ▬▬ ▬▬▬▬ ▬▬ ▬▬▬ ▬▬ ▬▬ ▬▬▬▬ ▬▬ ▬▬▬ ▬▬ ▬▬▬▬ ▬▬ ▬▬ ▬▬▬ ▬▬▬▬ ▬▬ ▬▬▬: [131, 519, 314, 534]
sudoku-cell: 6: [52, 497, 62, 507]
health-label: सेहत-सलाह: [158, 337, 314, 347]
zodiac-icon: ✶: [116, 583, 128, 595]
rashi-sign-name: मेष: [131, 498, 137, 503]
clue-item: 2. आवरणा, पिंजरा: [318, 550, 350, 556]
health-title: कॉलेस्ट्रोल को कम करने में अजवाइन क्या उपयोगी रखना है?: [165, 350, 307, 358]
clue-item: 17. प्रयोग, तरह: [410, 603, 437, 609]
sudoku-cell: [23, 545, 33, 555]
nagar-body-1: ▬▬ ▬▬▬ ▬▬ ▬▬▬▬ ▬▬ ▬▬▬ ▬▬▬ ▬▬ ▬▬ ▬▬▬▬ ▬▬ ▬▬▬ ▬▬ ▬▬▬▬ ▬▬ ▬▬ ▬▬▬ ▬▬▬ ▬▬ ▬▬▬▬ ▬▬ ▬▬▬ ▬▬ ▬▬ ▬▬▬▬ ▬▬ ▬▬▬ ▬▬ ▬▬▬▬ ▬▬ ▬▬ ▬▬▬ ▬▬▬▬ ▬▬ ▬▬▬ ▬▬ ▬▬▬▬ ▬▬ ▬▬▬ ▬▬ ▬▬ ▬▬▬▬ ▬▬ ▬▬▬ ▬▬▬ ▬▬ ▬▬ ▬▬▬▬ ▬▬ ▬▬▬ ▬▬ ▬▬▬▬ ▬▬ ▬▬ ▬▬▬ ▬▬▬ ▬▬ ▬▬▬▬ ▬▬ ▬▬▬ ▬▬ ▬▬ ▬▬▬▬ ▬▬ ▬▬▬ ▬▬ ▬▬▬▬ ▬▬ ▬▬ ▬▬▬ ▬▬▬▬ ▬▬ ▬▬▬ ▬▬ ▬▬▬▬ ▬▬ ▬▬▬ ▬▬ ▬▬ ▬▬▬▬ ▬▬ ▬▬▬ ▬▬▬ ▬▬ ▬▬ ▬▬▬▬ ▬▬ ▬▬▬ ▬▬ ▬▬▬▬ ▬▬ ▬▬ ▬▬▬ ▬▬▬ ▬▬ ▬▬▬▬ ▬▬ ▬▬▬ ▬▬ ▬▬ ▬▬▬▬ ▬▬ ▬▬▬ ▬▬ ▬▬▬▬ ▬▬ ▬▬ ▬▬▬ ▬▬▬▬ ▬▬ ▬▬▬ ▬▬ ▬▬▬▬: [230, 246, 314, 310]
sudoku-cell: [72, 545, 82, 555]
column-divider-2: [374, 34, 375, 222]
nagar-photo-caption: एक नया नहीं की दुसरा बढ़ते रहा है मतदाता के द्वार: [318, 312, 426, 332]
sudoku-cell: [81, 574, 91, 584]
sudoku-cell: [23, 555, 33, 565]
sudoku-cell: [33, 574, 43, 584]
sudoku-cell: [33, 526, 43, 536]
sudoku-cell: [81, 497, 91, 507]
nagar-body-2: ▬▬ ▬▬▬ ▬▬ ▬▬▬▬ ▬▬ ▬▬▬ ▬▬▬ ▬▬ ▬▬ ▬▬▬▬ ▬▬ ▬▬▬ ▬▬ ▬▬▬▬ ▬▬ ▬▬ ▬▬▬ ▬▬▬ ▬▬ ▬▬▬▬ ▬▬ ▬▬▬ ▬▬ ▬▬ ▬▬▬▬ ▬▬ ▬▬▬ ▬▬ ▬▬▬▬ ▬▬ ▬▬ ▬▬▬ ▬▬▬▬ ▬▬ ▬▬▬ ▬▬ ▬▬▬▬ ▬▬ ▬▬▬ ▬▬ ▬▬ ▬▬▬▬ ▬▬ ▬▬▬ ▬▬▬ ▬▬ ▬▬ ▬▬▬▬ ▬▬ ▬▬▬ ▬▬ ▬▬▬▬ ▬▬ ▬▬ ▬▬▬ ▬▬▬ ▬▬ ▬▬▬▬ ▬▬ ▬▬▬ ▬▬ ▬▬ ▬▬▬▬ ▬▬ ▬▬▬ ▬▬ ▬▬▬▬ ▬▬ ▬▬ ▬▬▬ ▬▬▬▬ ▬▬ ▬▬▬ ▬▬ ▬▬▬▬: [430, 246, 496, 301]
column-divider: [130, 34, 131, 334]
sudoku-cell: [81, 535, 91, 545]
editorial-label-bar: [4, 34, 128, 44]
masthead-date: शुक्रवार, 7 फरवरी 2025: [419, 11, 494, 20]
sudoku-cell: [72, 535, 82, 545]
clue-item: 6. फूल, बनावट: [410, 570, 436, 576]
zodiac-icon: ✶: [116, 668, 128, 680]
zodiac-icon: ✶: [116, 646, 128, 658]
sudoku-cell: [62, 535, 72, 545]
rashi-item: [116, 689, 314, 707]
masthead-info: [316, 11, 494, 24]
sudoku-cell: [52, 555, 62, 565]
sudoku-cell: [43, 545, 53, 555]
sudoku-cell: [52, 564, 62, 574]
